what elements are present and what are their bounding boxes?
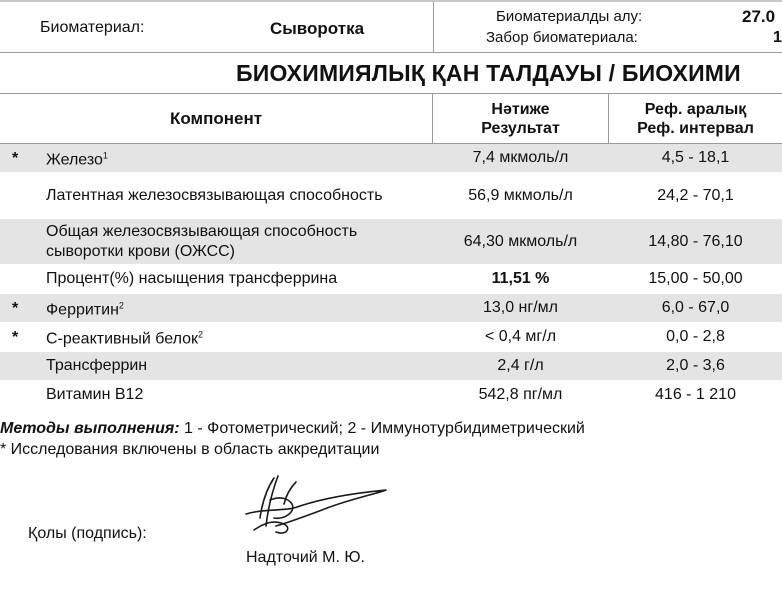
signature-icon bbox=[226, 470, 406, 550]
result-value: 56,9 мкмоль/л bbox=[468, 186, 573, 204]
result-value: 64,30 мкмоль/л bbox=[463, 232, 578, 250]
reference-range: 416 - 1 210 bbox=[655, 386, 736, 403]
signature-label: Қолы (подпись): bbox=[28, 525, 147, 542]
table-row bbox=[0, 352, 782, 381]
col-ref-kz: Реф. аралық bbox=[644, 100, 747, 118]
collection-label-ru: Забор биоматериала: bbox=[486, 29, 638, 46]
component-name bbox=[46, 145, 431, 170]
accreditation-star: * bbox=[12, 299, 19, 317]
method-ref: 1 bbox=[102, 150, 108, 161]
col-result-header bbox=[433, 94, 608, 143]
methods-label: Методы выполнения: bbox=[0, 420, 180, 437]
component-name: Общая железосвязывающая способность сыворотки крови (ОЖСС) bbox=[46, 222, 358, 260]
accreditation-star: * bbox=[12, 328, 19, 346]
methods-text: 1 - Фотометрический; 2 - Иммунотурбидиметрический bbox=[179, 420, 585, 437]
component-name bbox=[46, 324, 431, 349]
reference-range: 24,2 - 70,1 bbox=[657, 186, 734, 204]
reference-range: 2,0 - 3,6 bbox=[666, 357, 725, 374]
methods-note bbox=[0, 420, 585, 438]
result-value: 542,8 пг/мл bbox=[478, 386, 563, 403]
result-value: 13,0 нг/мл bbox=[482, 299, 559, 316]
col-ref-header bbox=[609, 94, 782, 143]
reference-range: 15,00 - 50,00 bbox=[648, 270, 743, 287]
reference-range: 14,80 - 76,10 bbox=[648, 232, 743, 250]
method-ref: 2 bbox=[198, 329, 204, 340]
component-name: Трансферрин bbox=[46, 357, 148, 374]
header-divider bbox=[433, 2, 434, 52]
accreditation-star: * bbox=[12, 149, 19, 167]
table-row bbox=[0, 381, 782, 410]
collection-date: 27.0 bbox=[742, 7, 776, 26]
collection-time: 1 bbox=[773, 29, 782, 46]
col-result-ru: Результат bbox=[481, 119, 560, 137]
table-row bbox=[0, 294, 782, 323]
table-row bbox=[0, 323, 782, 352]
component-name: Процент(%) насыщения трансферрина bbox=[46, 270, 338, 287]
reference-range: 4,5 - 18,1 bbox=[661, 149, 730, 166]
table-header bbox=[0, 93, 782, 144]
table-row bbox=[0, 219, 782, 265]
collection-label-kz: Биоматериалды алу: bbox=[496, 8, 643, 25]
page-title: БИОХИМИЯЛЫҚ ҚАН ТАЛДАУЫ / БИОХИМИ bbox=[236, 60, 741, 86]
component-name-text: Ферритин bbox=[46, 301, 119, 319]
component-name: Латентная железосвязывающая способность bbox=[46, 186, 383, 204]
biomaterial-header bbox=[0, 2, 782, 52]
signer-name: Надточий М. Ю. bbox=[246, 549, 365, 566]
method-ref: 2 bbox=[118, 300, 124, 311]
component-name-text: С-реактивный белок bbox=[46, 330, 199, 348]
component-name bbox=[46, 295, 431, 320]
header-bottom-line bbox=[0, 52, 782, 53]
component-name-text: Железо bbox=[46, 151, 103, 169]
table-row bbox=[0, 265, 782, 294]
table-row bbox=[0, 173, 782, 219]
result-value: 2,4 г/л bbox=[497, 357, 544, 374]
component-name: Витамин В12 bbox=[46, 386, 144, 403]
table-row bbox=[0, 144, 782, 173]
results-table bbox=[0, 93, 782, 410]
reference-range: 6,0 - 67,0 bbox=[661, 299, 730, 316]
col-ref-ru: Реф. интервал bbox=[637, 119, 754, 137]
accreditation-note: * Исследования включены в область аккредитации bbox=[0, 441, 380, 458]
biomaterial-label: Биоматериал: bbox=[40, 19, 145, 36]
result-value-abnormal: 11,51 % bbox=[491, 270, 550, 287]
col-result-kz: Нәтиже bbox=[491, 100, 550, 118]
reference-range: 0,0 - 2,8 bbox=[666, 328, 725, 345]
biomaterial-value: Сыворотка bbox=[270, 19, 365, 38]
result-value: 7,4 мкмоль/л bbox=[472, 149, 569, 166]
result-value: < 0,4 мг/л bbox=[484, 328, 557, 345]
col-component-header: Компонент bbox=[169, 108, 263, 128]
